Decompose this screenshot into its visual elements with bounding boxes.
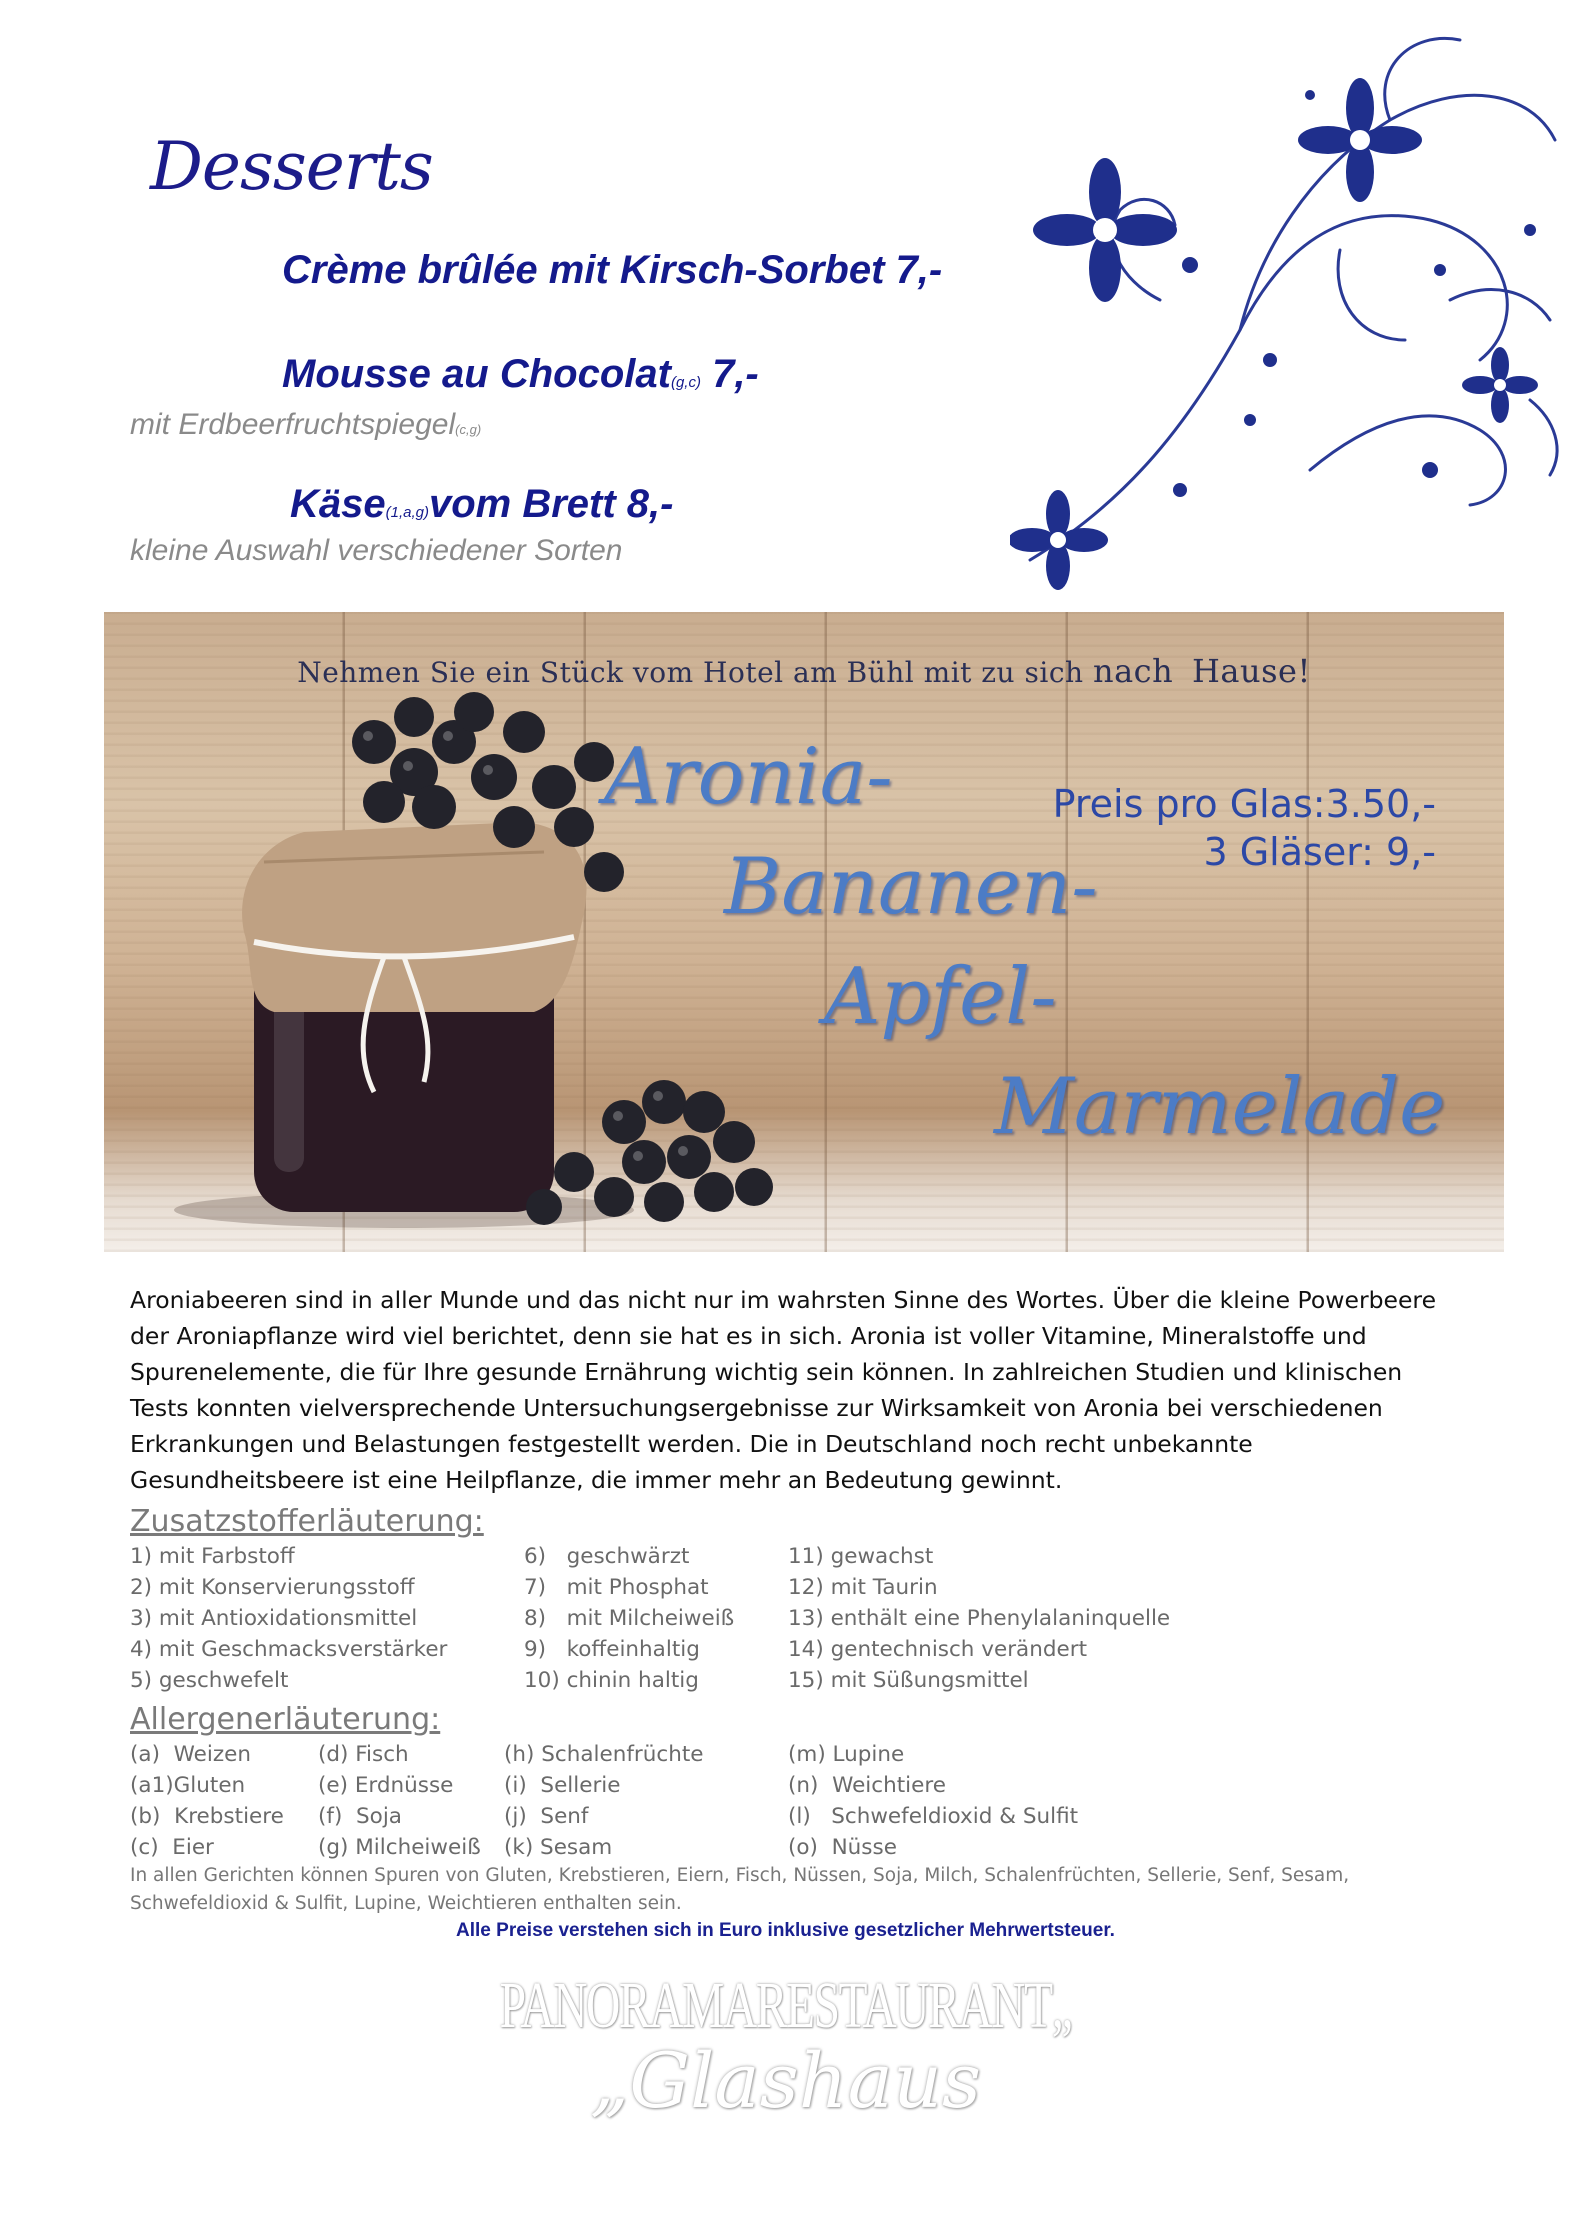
dessert-price: 7,- [700,352,759,396]
additive-item: 14) gentechnisch verändert [788,1637,1088,1662]
headline-part: Nehmen Sie ein Stück vom Hotel am Bühl mit zu sich [297,656,1084,689]
additive-item: 11) gewachst [788,1544,934,1569]
additives-col-2 [524,1544,734,1699]
additive-item: 2) mit Konservierungsstoff [130,1575,415,1600]
allergen-item: (f) Soja [318,1804,402,1829]
restaurant-logo-line-1: PANORAMARESTAURANT„ [499,1969,1072,2042]
headline-part: nach [1092,652,1174,690]
additive-item: 6) geschwärzt [524,1544,690,1569]
headline-part: Hause! [1191,652,1311,690]
allergen-item: (n) Weichtiere [788,1773,946,1798]
dessert-name: Mousse au Chocolat [282,352,671,396]
product-line-1: Aronia- [604,732,893,822]
jam-jar-icon [104,612,804,1252]
allergen-item: (d) Fisch [318,1742,409,1767]
additive-item: 12) mit Taurin [788,1575,938,1600]
product-line-3: Apfel- [824,952,1057,1042]
additive-item: 9) koffeinhaltig [524,1637,700,1662]
prices-note: Alle Preise verstehen sich in Euro inklusive gesetzlicher Mehrwertsteuer. [456,1920,1115,1941]
allergen-item: (k) Sesam [504,1835,613,1860]
additives-col-3 [788,1544,1170,1699]
product-line-4: Marmelade [994,1062,1446,1152]
additives-heading: Zusatzstofferläuterung: [130,1504,484,1539]
additive-item: 1) mit Farbstoff [130,1544,295,1569]
additive-item: 8) mit Milcheiweiß [524,1606,735,1631]
dessert-sub-text: mit Erdbeerfruchtspiegel [130,408,456,441]
additive-item: 3) mit Antioxidationsmittel [130,1606,418,1631]
allergen-item: (m) Lupine [788,1742,905,1767]
allergen-item: (g) Milcheiweiß [318,1835,481,1860]
dessert-name: Käse [290,482,386,526]
allergen-item: (a) Weizen [130,1742,251,1767]
dessert-name: Crème brûlée mit Kirsch-Sorbet 7,- [282,248,943,292]
price-per-glass: Preis pro Glas:3.50,- [1052,782,1436,826]
traces-note: In allen Gerichten können Spuren von Gluten, Krebstieren, Eiern, Fisch, Nüssen, Soja, Milch, Schalenfrüchten, Sellerie, Senf, Sesam, Schwefeldioxid & Sulfit, Lupine, Weichtieren enthalten sein. [130,1865,1350,1914]
allergen-code: (c,g) [455,422,482,437]
additive-item: 4) mit Geschmacksverstärker [130,1637,448,1662]
price-three-glasses: 3 Gläser: 9,- [1203,830,1436,874]
additive-item: 10) chinin haltig [524,1668,699,1693]
additives-col-1 [130,1544,447,1699]
floral-ornament-icon [1010,0,1571,600]
dessert-price: vom Brett 8,- [428,482,674,526]
allergen-item: (h) Schalenfrüchte [504,1742,704,1767]
allergen-item: (e) Erdnüsse [318,1773,454,1798]
dessert-subtitle [130,408,481,442]
product-line-2: Bananen- [724,842,1098,932]
allergen-item: (i) Sellerie [504,1773,621,1798]
aronia-description: Aroniabeeren sind in aller Munde und das nicht nur im wahrsten Sinne des Wortes. Über die kleine Powerbeere der Aroniapflanze wird viel berichtet, denn sie hat es in sich. Aronia ist voller Vitamine, Mineralstoffe und Spurenelemente, die für Ihre gesunde Ernährung wichtig sein können. In zahlreichen Studien und klinischen Tests konnten vielversprechende Untersuchungsergebnisse zur Wirksamkeit von Aronia bei verschiedenen Erkrankungen und Belastungen festgestellt werden. Die in Deutschland noch recht unbekannte Gesundheitsbeere ist eine Heilpflanze, die immer mehr an Bedeutung gewinnt. [130,1286,1437,1494]
dessert-item-kaese [290,482,673,527]
additive-item: 5) geschwefelt [130,1668,289,1693]
restaurant-logo-line-2: „Glashaus [590,2036,981,2125]
allergens-col-1 [130,1742,284,1866]
additive-item: 7) mit Phosphat [524,1575,709,1600]
additive-item: 15) mit Süßungsmittel [788,1668,1029,1693]
allergens-heading: Allergenerläuterung: [130,1702,441,1737]
allergens-col-2 [318,1742,481,1866]
dessert-sub-text: kleine Auswahl verschiedener Sorten [130,534,623,567]
allergens-col-3 [504,1742,703,1866]
dessert-item-mousse [282,352,759,397]
marmalade-banner [104,612,1504,1252]
allergen-code: (g,c) [670,374,701,391]
banner-headline [104,652,1504,690]
allergen-item: (l) Schwefeldioxid & Sulfit [788,1804,1079,1829]
allergen-item: (a1)Gluten [130,1773,246,1798]
menu-title: Desserts [150,128,433,205]
allergens-col-4 [788,1742,1078,1866]
allergen-code: (1,a,g) [385,504,429,521]
allergen-item: (c) Eier [130,1835,214,1860]
dessert-item-creme-brulee [282,248,942,293]
additive-item: 13) enthält eine Phenylalaninquelle [788,1606,1171,1631]
allergen-item: (j) Senf [504,1804,589,1829]
allergen-item: (b) Krebstiere [130,1804,284,1829]
allergen-item: (o) Nüsse [788,1835,897,1860]
dessert-subtitle [130,534,623,568]
